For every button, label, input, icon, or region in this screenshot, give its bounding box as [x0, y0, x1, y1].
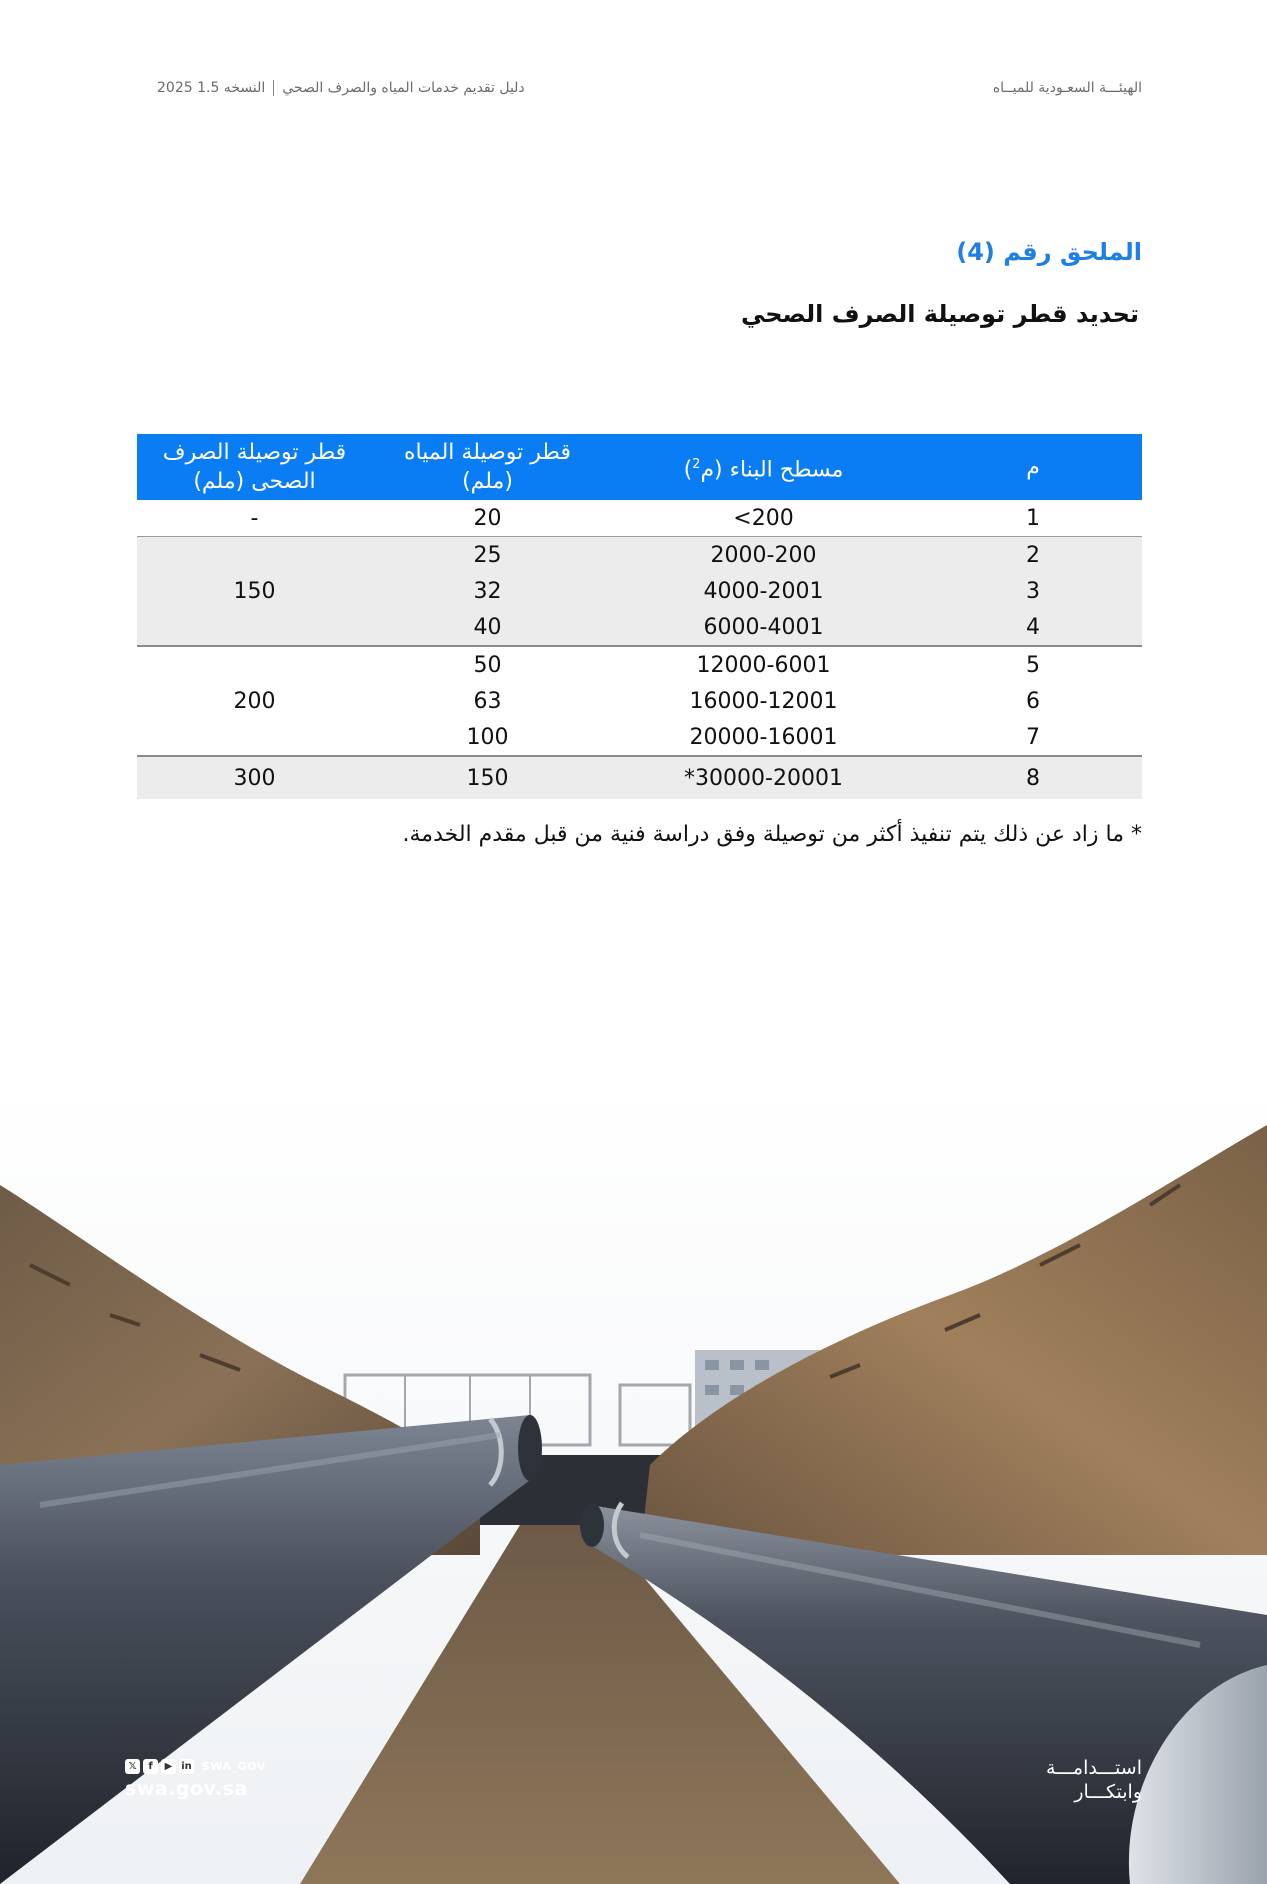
footer-contact	[125, 1759, 266, 1800]
cell-area: 4000-2001	[603, 573, 924, 609]
cell-water: 40	[372, 609, 603, 646]
table-row	[137, 646, 1142, 683]
cell-serial: 1	[1026, 505, 1040, 531]
cell-serial: 6	[1026, 688, 1040, 714]
table-row	[137, 537, 1142, 574]
cell-serial: 4	[924, 609, 1142, 646]
cell-water: 32	[372, 573, 603, 609]
cell-sewer: 150	[137, 537, 372, 647]
cell-serial: 5	[924, 646, 1142, 683]
connection-diameter-table	[137, 434, 1142, 799]
slogan-line-1: استـــدامـــة	[1046, 1757, 1142, 1779]
cell-water: 150	[372, 756, 603, 799]
header-water-diameter: قطر توصيلة المياه (ملم)	[372, 434, 603, 500]
document-version: النسخه 1.5 2025	[157, 80, 266, 96]
table-row	[137, 500, 1142, 537]
section-title: تحديد قطر توصيلة الصرف الصحي	[740, 300, 1139, 328]
cell-water: 25	[372, 537, 603, 574]
cell-water: 50	[372, 646, 603, 683]
website-link[interactable]: swa.gov.sa	[125, 1778, 248, 1800]
document-title: دليل تقديم خدمات المياه والصرف الصحي	[282, 80, 525, 96]
table-footnote: * ما زاد عن ذلك يتم تنفيذ أكثر من توصيلة وفق دراسة فنية من قبل مقدم الخدمة.	[402, 822, 1142, 847]
x-icon[interactable]: 𝕏	[125, 1759, 140, 1774]
cell-serial: 2	[924, 537, 1142, 574]
linkedin-icon[interactable]: in	[179, 1759, 194, 1774]
slogan-line-2: وابتكـــار	[1074, 1781, 1142, 1803]
header-building-area: مسطح البناء (م$^2$)	[603, 434, 924, 500]
cell-serial: 8	[924, 756, 1142, 799]
cell-sewer: 300	[137, 756, 372, 799]
document-header	[157, 80, 525, 96]
cell-area: 12000-6001	[603, 646, 924, 683]
cell-water: 100	[466, 724, 509, 750]
header-serial: م	[924, 434, 1142, 500]
cell-area: 30000-20001*	[603, 756, 924, 799]
cell-area: 2000-200	[603, 537, 924, 574]
social-handle: SWA_GOV	[202, 1760, 266, 1773]
cell-area: 16000-12001	[689, 688, 838, 714]
table-header-row	[137, 434, 1142, 500]
youtube-icon[interactable]: ▶	[161, 1759, 176, 1774]
cell-sewer: -	[250, 505, 259, 531]
cell-water: 20	[473, 505, 502, 531]
header-sewer-diameter: قطر توصيلة الصرف الصحى (ملم)	[137, 434, 372, 500]
header-divider	[273, 80, 274, 96]
cell-area: 200>	[733, 505, 794, 531]
cell-area: 20000-16001	[689, 724, 838, 750]
organization-name: الهيئـــة السعـودية للميــاه	[992, 80, 1142, 96]
slogan	[1046, 1756, 1142, 1804]
cell-sewer: 200	[137, 646, 372, 756]
cell-water: 63	[473, 688, 502, 714]
social-icons	[125, 1759, 266, 1774]
table-row	[137, 756, 1142, 799]
cell-serial: 3	[924, 573, 1142, 609]
facebook-icon[interactable]: f	[143, 1759, 158, 1774]
cell-serial: 7	[1026, 724, 1040, 750]
cell-area: 6000-4001	[603, 609, 924, 646]
appendix-title: الملحق رقم (4)	[956, 238, 1142, 266]
